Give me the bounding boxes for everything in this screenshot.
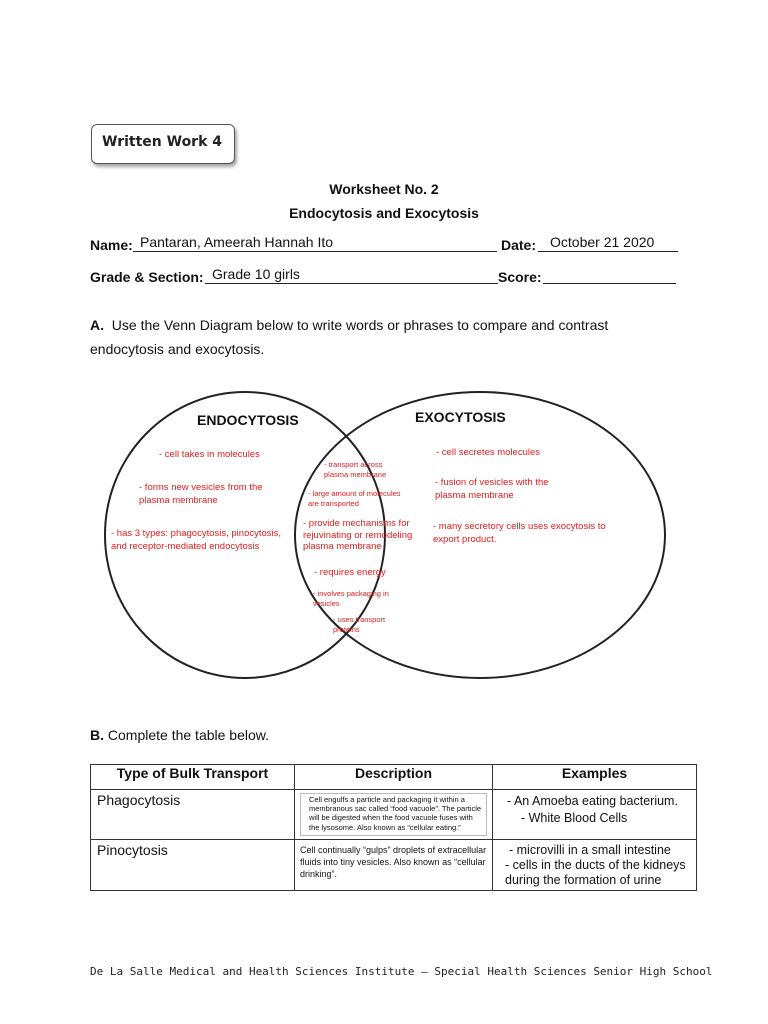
endo-item: - forms new vesicles from the plasma membrane (139, 482, 263, 506)
cell-type: Phagocytosis (91, 790, 295, 840)
date-label: Date: (501, 237, 537, 253)
description-text: Cell engulfs a particle and packaging it within a membranous sac called “food vacuole”. The particle will be digested when the food vacuole fuses with the lysosome. Also known as “cellular eating.” (300, 793, 487, 836)
header-description: Description (295, 765, 493, 790)
worksheet-topic: Endocytosis and Exocytosis (289, 205, 479, 221)
shared-item: - transport across plasma membrane (324, 460, 387, 479)
description-text: Cell continually “gulps” droplets of extracellular fluids into tiny vesicles. Also known as “cellular drinking”. (300, 845, 487, 879)
endo-item: - has 3 types: phagocytosis, pinocytosis, and receptor-mediated endocytosis (111, 528, 282, 552)
part-a-line1: Use the Venn Diagram below to write words or phrases to compare and contrast (111, 317, 609, 333)
part-a-marker: A. (90, 317, 104, 333)
part-b-marker: B. (90, 727, 104, 743)
grade-section-label: Grade & Section: (90, 269, 204, 285)
exo-item: - many secretory cells uses exocytosis to export product. (433, 521, 606, 545)
table-header-row (91, 765, 697, 790)
cell-description (295, 790, 493, 840)
score-label: Score: (498, 269, 542, 285)
part-a-line2: endocytosis and exocytosis. (90, 341, 265, 357)
exo-item: - cell secretes molecules (436, 447, 541, 458)
example-item: - cells in the ducts of the kidneys during the formation of urine (505, 858, 686, 887)
example-item: - An Amoeba eating bacterium. (507, 794, 678, 808)
part-b-instructions (90, 723, 269, 747)
cell-examples (493, 840, 697, 891)
shared-item: - requires energy (314, 567, 386, 578)
cell-type: Pinocytosis (91, 840, 295, 891)
cell-description (295, 840, 493, 891)
endo-item: - cell takes in molecules (159, 449, 260, 460)
part-b-text: Complete the table below. (107, 727, 269, 743)
header-examples: Examples (493, 765, 697, 790)
header-type: Type of Bulk Transport (91, 765, 295, 790)
badge-label: Written Work 4 (102, 134, 223, 150)
exocytosis-title: EXOCYTOSIS (415, 409, 506, 425)
shared-item: - uses transport proteins (333, 615, 386, 634)
table-row (91, 790, 697, 840)
bulk-transport-table (90, 764, 697, 891)
exo-item: - fusion of vesicles with the plasma membrane (435, 477, 549, 501)
cell-examples (493, 790, 697, 840)
worksheet-number: Worksheet No. 2 (329, 181, 439, 197)
example-item: - White Blood Cells (521, 811, 628, 825)
date-value[interactable]: October 21 2020 (550, 234, 655, 250)
shared-item: - large amount of molecules are transported (308, 489, 401, 508)
footer-institution: De La Salle Medical and Health Sciences Institute – Special Health Sciences Senior High School (90, 965, 713, 978)
shared-item: - provide mechanisms for rejuvinating or remodeling plasma membrane (303, 518, 413, 552)
name-value[interactable]: Pantaran, Ameerah Hannah Ito (140, 234, 334, 250)
name-label: Name: (90, 237, 133, 253)
endocytosis-title: ENDOCYTOSIS (197, 412, 299, 428)
table-row (91, 840, 697, 891)
example-item: - microvilli in a small intestine (509, 843, 671, 857)
grade-value[interactable]: Grade 10 girls (212, 266, 300, 282)
shared-item: - involves packaging in vesicles (313, 589, 389, 608)
